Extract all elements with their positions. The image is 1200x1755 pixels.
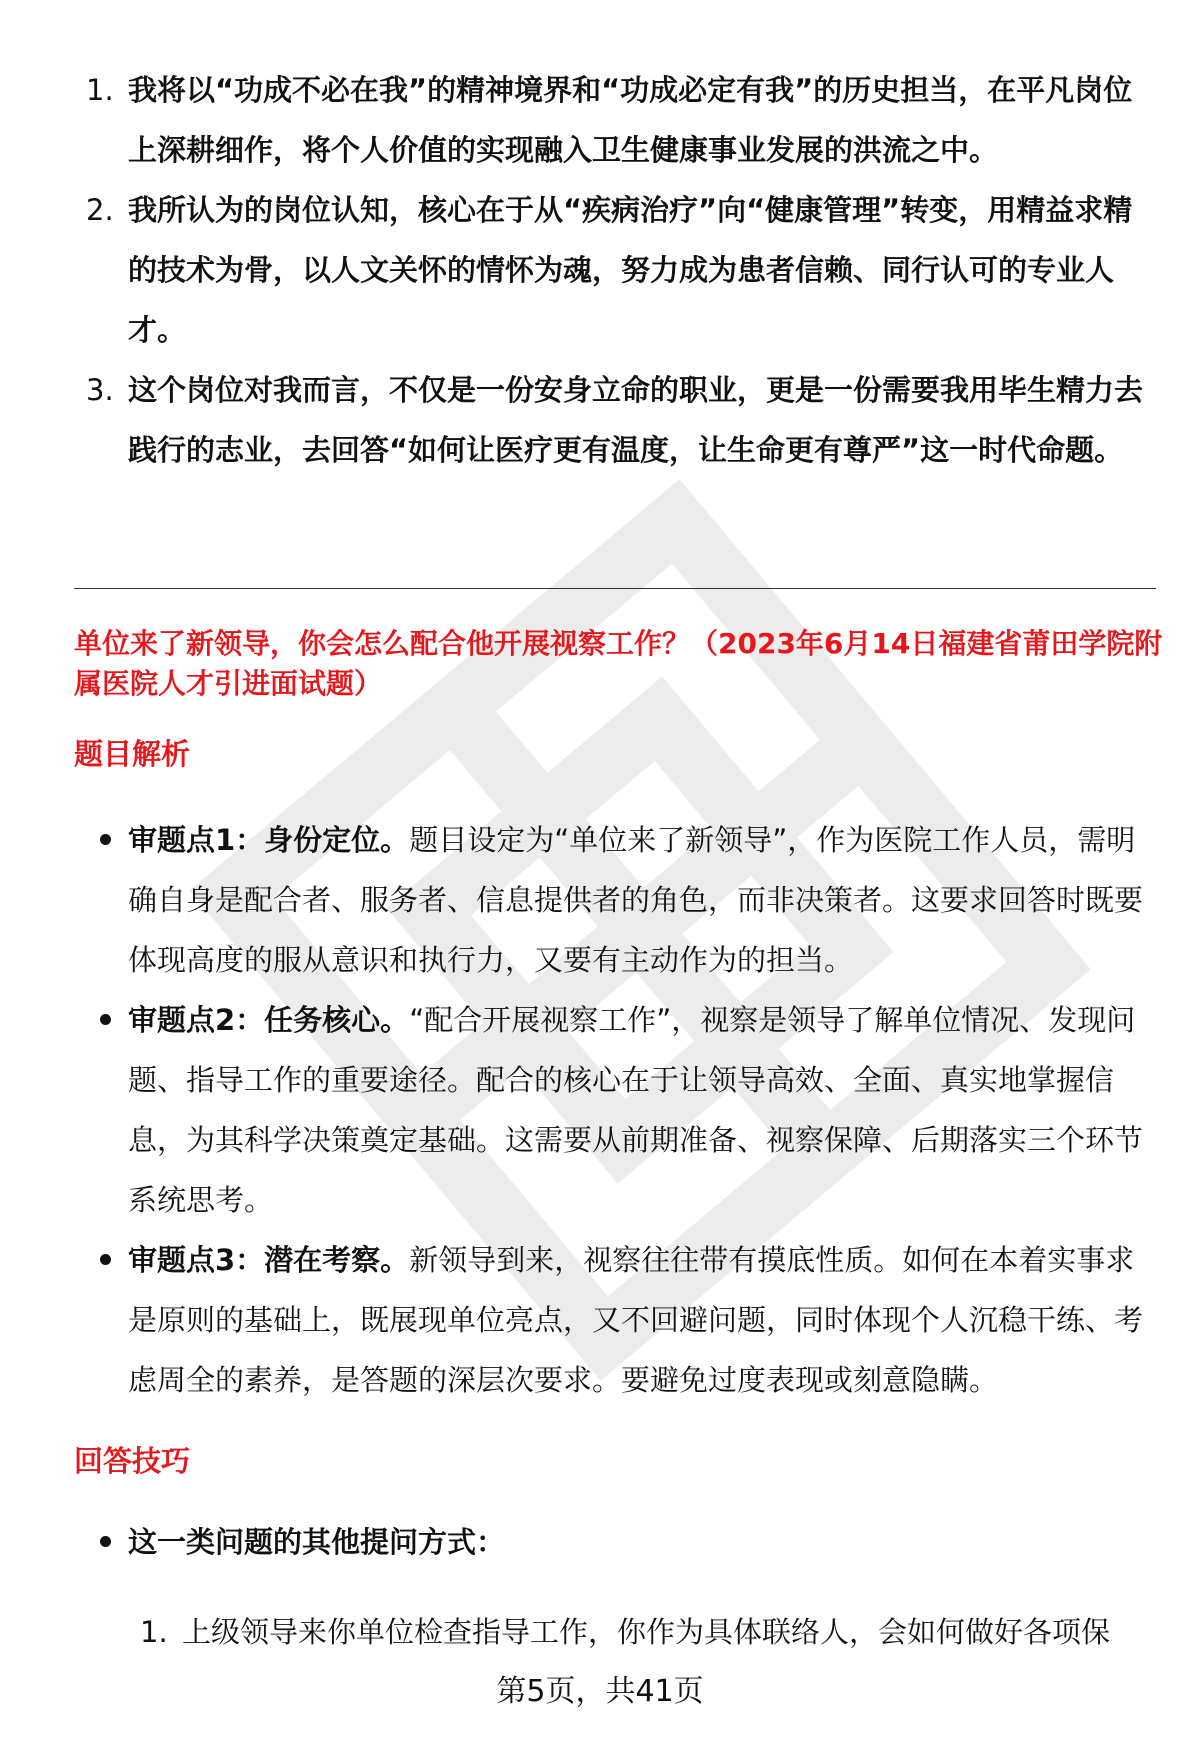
- list-item-text: 上级领导来你单位检查指导工作，你作为具体联络人，会如何做好各项保: [182, 1615, 1111, 1649]
- list-item-text: 我所认为的岗位认知，核心在于从“疾病治疗”向“健康管理”转变，用精益求精的技术为骨，以人文关怀的情怀为魂，努力成为患者信赖、同行认可的专业人才。: [128, 193, 1133, 347]
- analysis-heading: 题目解析: [74, 737, 191, 771]
- list-item-text: 这个岗位对我而言，不仅是一份安身立命的职业，更是一份需要我用毕生精力去践行的志业，去回答“如何让医疗更有温度，让生命更有尊严”这一时代命题。: [128, 373, 1144, 467]
- list-number: 1.: [140, 1615, 168, 1649]
- question-title: 单位来了新领导，你会怎么配合他开展视察工作？（2023年6月14日福建省莆田学院附属医院人才引进面试题）: [74, 627, 1163, 700]
- list-item: [74, 180, 1154, 360]
- item-text: 新领导到来，视察往往带有摸底性质。如何在本着实事求是原则的基础上，既展现单位亮点，又不回避问题，同时体现个人沉稳干练、考虑周全的素养，是答题的深层次要求。要避免过度表现或刻意隐瞒。: [128, 1243, 1144, 1397]
- tips-numbered-list: [128, 1602, 1158, 1662]
- item-label: 审题点3：潜在考察。: [128, 1243, 410, 1277]
- item-label: 审题点2：任务核心。: [128, 1003, 410, 1037]
- item-text: “配合开展视察工作”，视察是领导了解单位情况、发现问题、指导工作的重要途径。配合的核心在于让领导高效、全面、真实地掌握信息，为其科学决策奠定基础。这需要从前期准备、视察保障、后期落实三个环节系统思考。: [128, 1003, 1144, 1217]
- section-divider: [74, 588, 1156, 589]
- item-label: 审题点1：身份定位。: [128, 823, 410, 857]
- tips-heading: 回答技巧: [74, 1444, 191, 1478]
- analysis-bullet-list: [96, 810, 1156, 1410]
- bullet-icon: [100, 1254, 111, 1265]
- list-item: [74, 360, 1154, 480]
- list-number: 3.: [86, 373, 114, 407]
- item-text: 题目设定为“单位来了新领导”，作为医院工作人员，需明确自身是配合者、服务者、信息提供者的角色，而非决策者。这要求回答时既要体现高度的服从意识和执行力，又要有主动作为的担当。: [128, 823, 1144, 977]
- list-number: 2.: [86, 193, 114, 227]
- page-number: 第5页，共41页: [496, 1674, 704, 1709]
- bullet-icon: [100, 1014, 111, 1025]
- list-item: [96, 990, 1156, 1230]
- bullet-icon: [100, 834, 111, 845]
- item-text: 这一类问题的其他提问方式：: [128, 1525, 506, 1559]
- intro-numbered-list: [74, 60, 1154, 480]
- list-item: [74, 60, 1154, 180]
- bullet-icon: [100, 1536, 111, 1547]
- list-item: [96, 810, 1156, 990]
- list-number: 1.: [86, 73, 114, 107]
- list-item: [96, 1512, 1156, 1572]
- list-item: [96, 1230, 1156, 1410]
- list-item-text: 我将以“功成不必在我”的精神境界和“功成必定有我”的历史担当，在平凡岗位上深耕细作，将个人价值的实现融入卫生健康事业发展的洪流之中。: [128, 73, 1133, 167]
- tips-bullet-list: [96, 1512, 1156, 1572]
- list-item: [128, 1602, 1158, 1662]
